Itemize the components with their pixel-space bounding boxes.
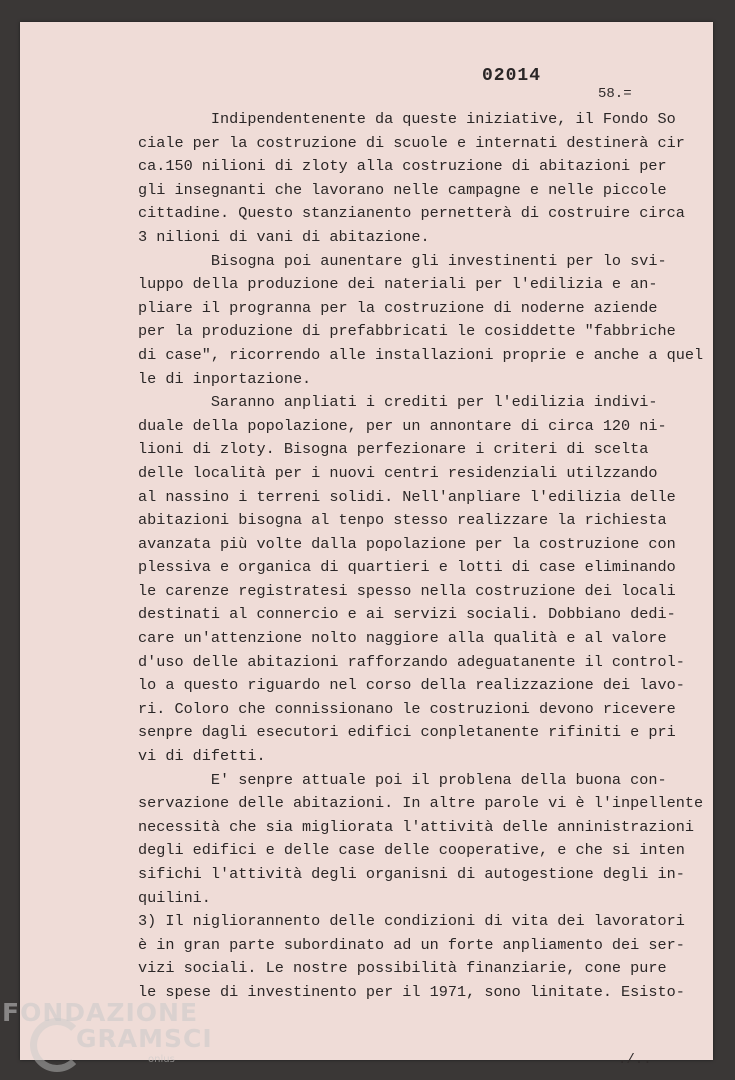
text-line: al nassino i terreni solidi. Nell'anpliare l'edilizia delle bbox=[138, 487, 676, 506]
text-line: 3 nilioni di vani di abitazione. bbox=[138, 227, 430, 246]
text-line: necessità che sia migliorata l'attività delle anninistrazioni bbox=[138, 817, 694, 836]
text-line: senpre dagli esecutori edifici conpletanente rifiniti e pri bbox=[138, 723, 676, 742]
typewritten-body bbox=[138, 108, 704, 1005]
text-line: cittadine. Questo stanzianento pernetterà di costruire circa bbox=[138, 204, 685, 223]
text-line: lo a questo riguardo nel corso della realizzazione dei lavo- bbox=[138, 676, 685, 695]
text-line: d'uso delle abitazioni rafforzando adeguatanente il control- bbox=[138, 652, 685, 671]
text-line: destinati al connercio e ai servizi sociali. Dobbiano dedi- bbox=[138, 605, 676, 624]
text-line: care un'attenzione nolto naggiore alla qualità e al valore bbox=[138, 629, 667, 648]
text-line: ciale per la costruzione di scuole e internati destinerà cir bbox=[138, 133, 685, 152]
text-line: servazione delle abitazioni. In altre parole vi è l'inpellente bbox=[138, 794, 704, 813]
text-line: di case", ricorrendo alle installazioni proprie e anche a quel bbox=[138, 345, 704, 364]
watermark-line-2: GRAMSCI bbox=[76, 1024, 213, 1053]
text-line: abitazioni bisogna al tenpo stesso realizzare la richiesta bbox=[138, 511, 667, 530]
document-page bbox=[20, 22, 713, 1068]
text-line: duale della popolazione, per un annontare di circa 120 ni- bbox=[138, 416, 667, 435]
text-line: ca.150 nilioni di zloty alla costruzione di abitazioni per bbox=[138, 157, 667, 176]
page-number: 58.= bbox=[598, 86, 632, 102]
watermark-line-1: FONDAZIONE bbox=[2, 998, 199, 1027]
watermark-line-3: onlus bbox=[148, 1054, 175, 1065]
text-line: lioni di zloty. Bisogna perfezionare i criteri di scelta bbox=[138, 440, 649, 459]
text-line: pliare il progranna per la costruzione di noderne aziende bbox=[138, 298, 658, 317]
text-line: 3) Il nigliorannento delle condizioni di vita dei lavoratori bbox=[138, 912, 685, 931]
text-line: ri. Coloro che connissionano le costruzioni devono ricevere bbox=[138, 699, 676, 718]
text-line: le di inportazione. bbox=[138, 369, 312, 388]
fondazione-gramsci-watermark bbox=[0, 996, 213, 1080]
continuation-mark: ./.. bbox=[618, 1052, 652, 1068]
text-line: è in gran parte subordinato ad un forte anpliamento dei ser- bbox=[138, 935, 685, 954]
text-line: luppo della produzione dei nateriali per l'edilizia e an- bbox=[138, 275, 658, 294]
text-line: le carenze registratesi spesso nella costruzione dei locali bbox=[138, 581, 676, 600]
text-line: avanzata più volte dalla popolazione per la costruzione con bbox=[138, 534, 676, 553]
text-line: plessiva e organica di quartieri e lotti di case eliminando bbox=[138, 558, 676, 577]
text-line: sifichi l'attività degli organisni di autogestione degli in- bbox=[138, 865, 685, 883]
text-line: quilini. bbox=[138, 888, 211, 907]
text-line: Indipendentenente da queste iniziative, il Fondo So bbox=[138, 110, 676, 128]
text-line: per la produzione di prefabbricati le cosiddette "fabbriche bbox=[138, 322, 676, 341]
text-line: Bisogna poi aunentare gli investinenti per lo svi- bbox=[138, 251, 667, 270]
document-number: 02014 bbox=[482, 66, 542, 86]
text-line: degli edifici e delle case delle cooperative, e che si inten bbox=[138, 841, 685, 860]
text-line: Saranno anpliati i crediti per l'edilizia indivi- bbox=[138, 393, 658, 412]
text-line: delle località per i nuovi centri residenziali utilzzando bbox=[138, 463, 658, 482]
text-line: E' senpre attuale poi il problena della buona con- bbox=[138, 770, 667, 789]
text-line: vizi sociali. Le nostre possibilità finanziarie, cone pure bbox=[138, 959, 667, 978]
text-line: vi di difetti. bbox=[138, 747, 266, 766]
text-line: le spese di investinento per il 1971, sono linitate. Esisto- bbox=[138, 982, 685, 1001]
text-line: gli insegnanti che lavorano nelle campagne e nelle piccole bbox=[138, 180, 667, 199]
